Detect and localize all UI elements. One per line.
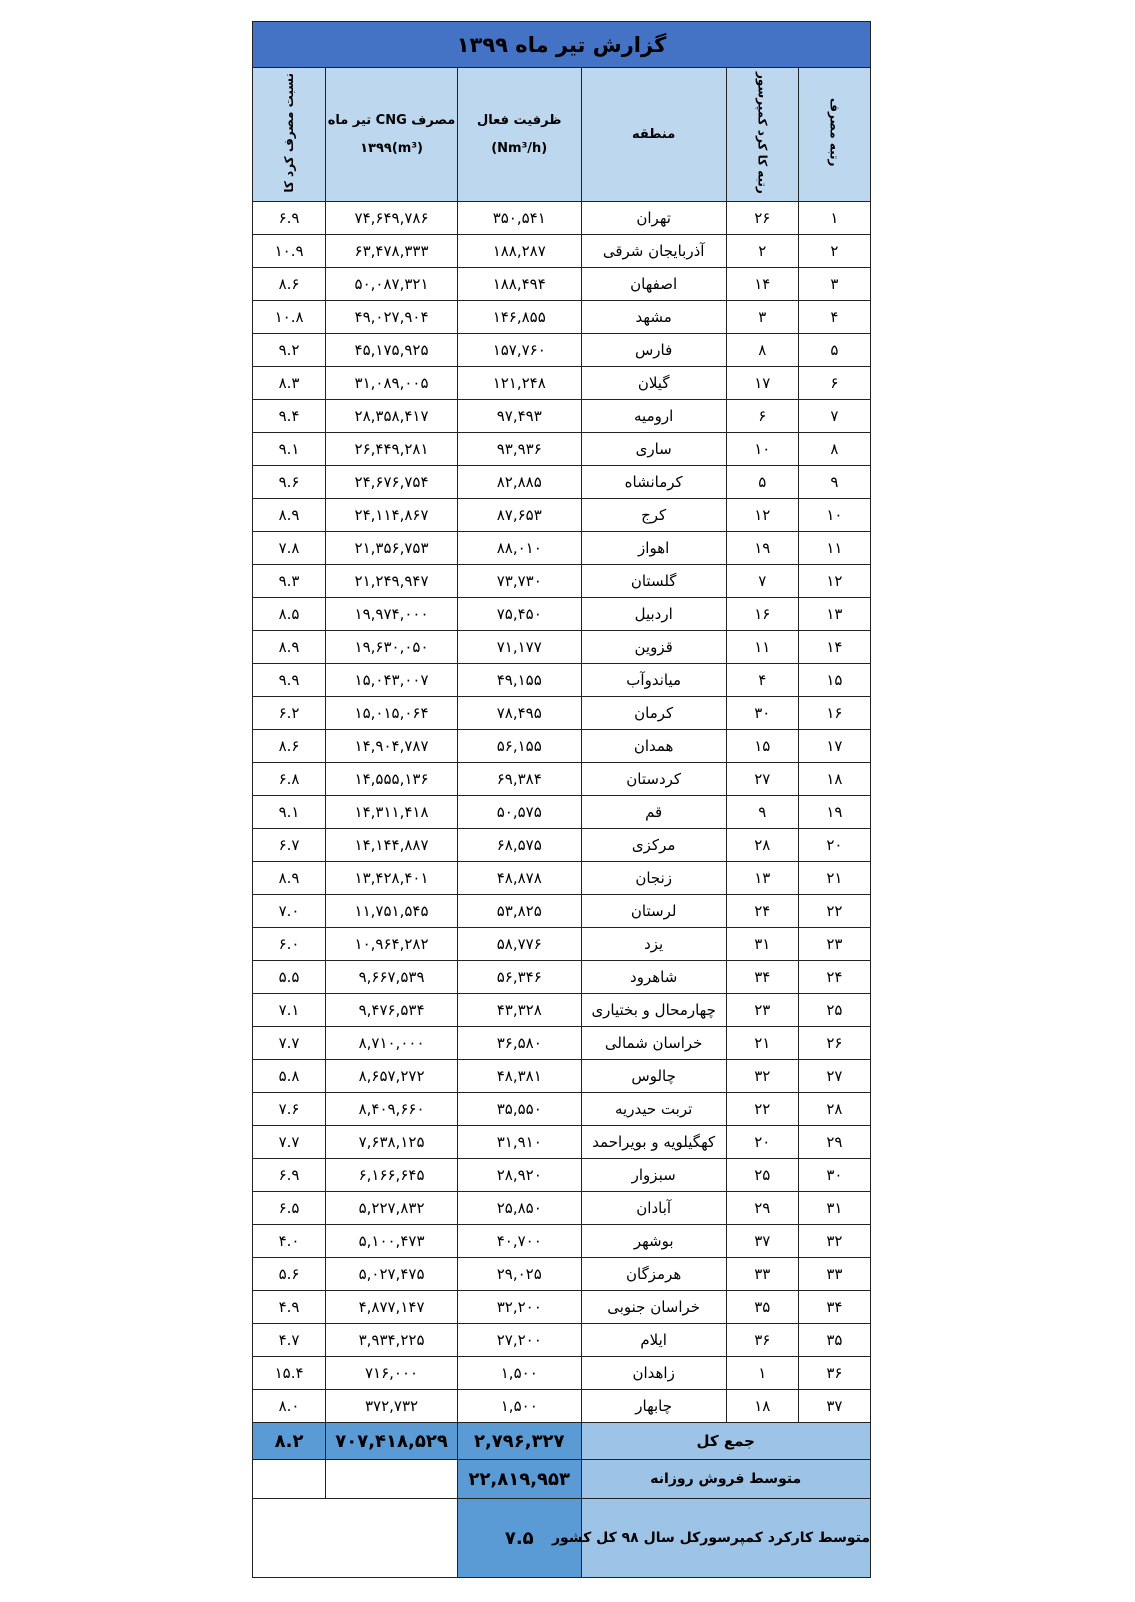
cell-ratio: ۸.۹ xyxy=(253,499,326,532)
cell-capacity: ۴۹,۱۵۵ xyxy=(457,664,581,697)
cell-ratio: ۵.۵ xyxy=(253,961,326,994)
cell-ratio: ۹.۹ xyxy=(253,664,326,697)
cell-consumption-rank: ۹ xyxy=(798,466,870,499)
cell-compressor-rank: ۲۴ xyxy=(726,895,798,928)
cell-consumption-rank: ۱۶ xyxy=(798,697,870,730)
total-ratio: ۸.۲ xyxy=(253,1423,326,1460)
cell-capacity: ۷۵,۴۵۰ xyxy=(457,598,581,631)
cell-consumption-rank: ۴ xyxy=(798,301,870,334)
cell-compressor-rank: ۳۲ xyxy=(726,1060,798,1093)
cell-ratio: ۴.۰ xyxy=(253,1225,326,1258)
cell-region: میاندوآب xyxy=(581,664,726,697)
report-title: گزارش تیر ماه ۱۳۹۹ xyxy=(253,22,871,68)
cell-compressor-rank: ۹ xyxy=(726,796,798,829)
cell-capacity: ۳۵۰,۵۴۱ xyxy=(457,202,581,235)
cell-consumption-rank: ۳۵ xyxy=(798,1324,870,1357)
cell-compressor-rank: ۷ xyxy=(726,565,798,598)
cell-region: سبزوار xyxy=(581,1159,726,1192)
cell-region: تهران xyxy=(581,202,726,235)
table-row xyxy=(253,697,871,730)
total-label: جمع کل xyxy=(581,1423,870,1460)
cell-consumption: ۵,۲۲۷,۸۳۲ xyxy=(326,1192,458,1225)
cell-consumption: ۸,۴۰۹,۶۶۰ xyxy=(326,1093,458,1126)
cell-capacity: ۲۹,۰۲۵ xyxy=(457,1258,581,1291)
cell-compressor-rank: ۲۸ xyxy=(726,829,798,862)
cell-consumption: ۱۳,۴۲۸,۴۰۱ xyxy=(326,862,458,895)
cell-capacity: ۱۸۸,۴۹۴ xyxy=(457,268,581,301)
cell-ratio: ۱۰.۸ xyxy=(253,301,326,334)
cell-region: کرمان xyxy=(581,697,726,730)
cell-capacity: ۴۳,۳۲۸ xyxy=(457,994,581,1027)
cell-region: چابهار xyxy=(581,1390,726,1423)
cell-compressor-rank: ۱۸ xyxy=(726,1390,798,1423)
cell-ratio: ۷.۸ xyxy=(253,532,326,565)
cell-consumption-rank: ۲۱ xyxy=(798,862,870,895)
cell-capacity: ۴۸,۳۸۱ xyxy=(457,1060,581,1093)
cell-consumption-rank: ۲۴ xyxy=(798,961,870,994)
compressor-avg-value: ۷.۵ xyxy=(457,1499,581,1578)
table-body xyxy=(253,202,871,1423)
cell-consumption: ۲۱,۲۴۹,۹۴۷ xyxy=(326,565,458,598)
cell-compressor-rank: ۱۵ xyxy=(726,730,798,763)
cell-ratio: ۸.۶ xyxy=(253,268,326,301)
cell-compressor-rank: ۲۰ xyxy=(726,1126,798,1159)
table-row xyxy=(253,334,871,367)
cell-ratio: ۹.۲ xyxy=(253,334,326,367)
cell-region: کهگیلویه و بویراحمد xyxy=(581,1126,726,1159)
cell-consumption-rank: ۱۵ xyxy=(798,664,870,697)
cell-capacity: ۵۰,۵۷۵ xyxy=(457,796,581,829)
cell-consumption-rank: ۱۱ xyxy=(798,532,870,565)
cell-region: بوشهر xyxy=(581,1225,726,1258)
blank-cell xyxy=(253,1499,458,1578)
cell-capacity: ۵۶,۳۴۶ xyxy=(457,961,581,994)
cell-region: گلستان xyxy=(581,565,726,598)
cell-consumption: ۸,۶۵۷,۲۷۲ xyxy=(326,1060,458,1093)
total-consumption: ۷۰۷,۴۱۸,۵۲۹ xyxy=(326,1423,458,1460)
cell-consumption: ۹,۴۷۶,۵۳۴ xyxy=(326,994,458,1027)
cell-region: مشهد xyxy=(581,301,726,334)
cell-compressor-rank: ۱۹ xyxy=(726,532,798,565)
cell-consumption-rank: ۲۹ xyxy=(798,1126,870,1159)
cell-consumption-rank: ۲۲ xyxy=(798,895,870,928)
cell-region: گیلان xyxy=(581,367,726,400)
cell-region: لرستان xyxy=(581,895,726,928)
cell-ratio: ۷.۱ xyxy=(253,994,326,1027)
cell-ratio: ۹.۶ xyxy=(253,466,326,499)
cell-capacity: ۹۷,۴۹۳ xyxy=(457,400,581,433)
cell-capacity: ۱۸۸,۲۸۷ xyxy=(457,235,581,268)
daily-avg-value: ۲۲,۸۱۹,۹۵۳ xyxy=(457,1460,581,1499)
cell-consumption-rank: ۱۳ xyxy=(798,598,870,631)
cell-region: زنجان xyxy=(581,862,726,895)
cell-consumption-rank: ۱۰ xyxy=(798,499,870,532)
cell-ratio: ۶.۵ xyxy=(253,1192,326,1225)
cell-region: ایلام xyxy=(581,1324,726,1357)
cell-compressor-rank: ۲۹ xyxy=(726,1192,798,1225)
cell-ratio: ۷.۰ xyxy=(253,895,326,928)
cell-consumption-rank: ۳۳ xyxy=(798,1258,870,1291)
cell-capacity: ۸۲,۸۸۵ xyxy=(457,466,581,499)
table-row xyxy=(253,598,871,631)
cell-ratio: ۶.۷ xyxy=(253,829,326,862)
cell-compressor-rank: ۱۳ xyxy=(726,862,798,895)
cell-capacity: ۶۸,۵۷۵ xyxy=(457,829,581,862)
cell-ratio: ۴.۷ xyxy=(253,1324,326,1357)
cell-consumption: ۳,۹۳۴,۲۲۵ xyxy=(326,1324,458,1357)
cell-consumption-rank: ۶ xyxy=(798,367,870,400)
cell-compressor-rank: ۲۶ xyxy=(726,202,798,235)
cell-ratio: ۸.۹ xyxy=(253,862,326,895)
cell-capacity: ۱۴۶,۸۵۵ xyxy=(457,301,581,334)
cell-ratio: ۹.۳ xyxy=(253,565,326,598)
cell-ratio: ۸.۵ xyxy=(253,598,326,631)
cell-consumption: ۷۱۶,۰۰۰ xyxy=(326,1357,458,1390)
cell-consumption-rank: ۲۳ xyxy=(798,928,870,961)
cell-ratio: ۷.۷ xyxy=(253,1126,326,1159)
cell-compressor-rank: ۱ xyxy=(726,1357,798,1390)
cell-consumption-rank: ۲۶ xyxy=(798,1027,870,1060)
cell-capacity: ۳۵,۵۵۰ xyxy=(457,1093,581,1126)
table-row xyxy=(253,1159,871,1192)
cell-compressor-rank: ۳۷ xyxy=(726,1225,798,1258)
cell-region: چالوس xyxy=(581,1060,726,1093)
cell-consumption-rank: ۳ xyxy=(798,268,870,301)
cell-capacity: ۷۳,۷۳۰ xyxy=(457,565,581,598)
cell-consumption: ۵,۱۰۰,۴۷۳ xyxy=(326,1225,458,1258)
cell-region: شاهرود xyxy=(581,961,726,994)
cell-compressor-rank: ۱۰ xyxy=(726,433,798,466)
cell-capacity: ۳۱,۹۱۰ xyxy=(457,1126,581,1159)
cell-consumption: ۶۳,۴۷۸,۳۳۳ xyxy=(326,235,458,268)
cell-consumption-rank: ۷ xyxy=(798,400,870,433)
table-row xyxy=(253,796,871,829)
cell-ratio: ۸.۹ xyxy=(253,631,326,664)
cell-compressor-rank: ۱۶ xyxy=(726,598,798,631)
cell-consumption: ۱۱,۷۵۱,۵۴۵ xyxy=(326,895,458,928)
table-row xyxy=(253,235,871,268)
cell-region: فارس xyxy=(581,334,726,367)
cell-consumption-rank: ۱ xyxy=(798,202,870,235)
cell-region: اهواز xyxy=(581,532,726,565)
cell-capacity: ۲۵,۸۵۰ xyxy=(457,1192,581,1225)
cell-compressor-rank: ۲۷ xyxy=(726,763,798,796)
table-row xyxy=(253,1357,871,1390)
cell-consumption: ۲۸,۳۵۸,۴۱۷ xyxy=(326,400,458,433)
header-capacity: ظرفیت فعال (Nm³/h) xyxy=(457,68,581,202)
table-row xyxy=(253,1126,871,1159)
cell-region: اصفهان xyxy=(581,268,726,301)
cell-compressor-rank: ۳۰ xyxy=(726,697,798,730)
cell-capacity: ۱,۵۰۰ xyxy=(457,1357,581,1390)
cell-region: چهارمحال و بختیاری xyxy=(581,994,726,1027)
cell-consumption: ۱۵,۰۴۳,۰۰۷ xyxy=(326,664,458,697)
cell-ratio: ۵.۸ xyxy=(253,1060,326,1093)
cell-capacity: ۵۳,۸۲۵ xyxy=(457,895,581,928)
table-row xyxy=(253,301,871,334)
cell-region: کرج xyxy=(581,499,726,532)
cell-ratio: ۹.۱ xyxy=(253,433,326,466)
cell-ratio: ۶.۲ xyxy=(253,697,326,730)
cell-compressor-rank: ۳۶ xyxy=(726,1324,798,1357)
cell-capacity: ۹۳,۹۳۶ xyxy=(457,433,581,466)
cell-capacity: ۳۶,۵۸۰ xyxy=(457,1027,581,1060)
cell-consumption: ۴,۸۷۷,۱۴۷ xyxy=(326,1291,458,1324)
table-row xyxy=(253,466,871,499)
table-row xyxy=(253,664,871,697)
cell-compressor-rank: ۲۵ xyxy=(726,1159,798,1192)
blank-cell xyxy=(253,1460,326,1499)
cell-compressor-rank: ۳ xyxy=(726,301,798,334)
cell-capacity: ۳۲,۲۰۰ xyxy=(457,1291,581,1324)
cell-consumption: ۶,۱۶۶,۶۴۵ xyxy=(326,1159,458,1192)
cng-report-table xyxy=(252,21,871,1578)
cell-compressor-rank: ۳۵ xyxy=(726,1291,798,1324)
cell-capacity: ۴۰,۷۰۰ xyxy=(457,1225,581,1258)
cell-region: کرمانشاه xyxy=(581,466,726,499)
cell-capacity: ۸۸,۰۱۰ xyxy=(457,532,581,565)
table-row xyxy=(253,928,871,961)
cell-capacity: ۷۱,۱۷۷ xyxy=(457,631,581,664)
table-row xyxy=(253,994,871,1027)
table-row xyxy=(253,1192,871,1225)
cell-consumption-rank: ۸ xyxy=(798,433,870,466)
cell-ratio: ۷.۶ xyxy=(253,1093,326,1126)
cell-consumption: ۱۹,۹۷۴,۰۰۰ xyxy=(326,598,458,631)
cell-consumption-rank: ۳۷ xyxy=(798,1390,870,1423)
table-row xyxy=(253,1060,871,1093)
cell-consumption-rank: ۵ xyxy=(798,334,870,367)
table-row xyxy=(253,1027,871,1060)
cell-consumption: ۴۵,۱۷۵,۹۲۵ xyxy=(326,334,458,367)
cell-ratio: ۱۵.۴ xyxy=(253,1357,326,1390)
compressor-avg-label: متوسط کارکرد کمپرسورکل سال ۹۸ کل کشور xyxy=(581,1499,870,1578)
cell-consumption: ۱۴,۵۵۵,۱۳۶ xyxy=(326,763,458,796)
cell-region: زاهدان xyxy=(581,1357,726,1390)
cell-capacity: ۵۸,۷۷۶ xyxy=(457,928,581,961)
cell-consumption: ۱۹,۶۳۰,۰۵۰ xyxy=(326,631,458,664)
cell-consumption-rank: ۲۵ xyxy=(798,994,870,1027)
cell-consumption: ۱۴,۳۱۱,۴۱۸ xyxy=(326,796,458,829)
compressor-avg-row xyxy=(253,1499,871,1578)
cell-consumption-rank: ۲ xyxy=(798,235,870,268)
cell-region: خراسان جنوبی xyxy=(581,1291,726,1324)
cell-compressor-rank: ۱۷ xyxy=(726,367,798,400)
cell-capacity: ۲۸,۹۲۰ xyxy=(457,1159,581,1192)
cell-ratio: ۵.۶ xyxy=(253,1258,326,1291)
cell-region: قم xyxy=(581,796,726,829)
table-row xyxy=(253,829,871,862)
table-row xyxy=(253,730,871,763)
cell-capacity: ۴۸,۸۷۸ xyxy=(457,862,581,895)
cell-ratio: ۷.۷ xyxy=(253,1027,326,1060)
cell-compressor-rank: ۱۱ xyxy=(726,631,798,664)
cell-capacity: ۲۷,۲۰۰ xyxy=(457,1324,581,1357)
cell-region: هرمزگان xyxy=(581,1258,726,1291)
cell-consumption: ۴۹,۰۲۷,۹۰۴ xyxy=(326,301,458,334)
table-row xyxy=(253,631,871,664)
cell-consumption: ۵,۰۲۷,۴۷۵ xyxy=(326,1258,458,1291)
cell-compressor-rank: ۲۲ xyxy=(726,1093,798,1126)
cell-consumption-rank: ۳۴ xyxy=(798,1291,870,1324)
total-capacity: ۲,۷۹۶,۳۲۷ xyxy=(457,1423,581,1460)
cell-consumption-rank: ۱۷ xyxy=(798,730,870,763)
cell-consumption: ۲۶,۴۴۹,۲۸۱ xyxy=(326,433,458,466)
cell-region: اردبیل xyxy=(581,598,726,631)
cell-capacity: ۷۸,۴۹۵ xyxy=(457,697,581,730)
cell-consumption: ۳۱,۰۸۹,۰۰۵ xyxy=(326,367,458,400)
cell-capacity: ۵۶,۱۵۵ xyxy=(457,730,581,763)
cell-compressor-rank: ۲ xyxy=(726,235,798,268)
cell-consumption: ۳۷۲,۷۳۲ xyxy=(326,1390,458,1423)
table-row xyxy=(253,202,871,235)
cell-compressor-rank: ۵ xyxy=(726,466,798,499)
cell-consumption: ۲۴,۱۱۴,۸۶۷ xyxy=(326,499,458,532)
table-row xyxy=(253,763,871,796)
cell-region: ساری xyxy=(581,433,726,466)
cell-consumption: ۱۰,۹۶۴,۲۸۲ xyxy=(326,928,458,961)
cell-consumption-rank: ۲۷ xyxy=(798,1060,870,1093)
cell-consumption: ۹,۶۶۷,۵۳۹ xyxy=(326,961,458,994)
cell-consumption: ۷,۶۳۸,۱۲۵ xyxy=(326,1126,458,1159)
cell-compressor-rank: ۶ xyxy=(726,400,798,433)
cell-region: ارومیه xyxy=(581,400,726,433)
cell-consumption-rank: ۳۱ xyxy=(798,1192,870,1225)
cell-consumption: ۱۴,۹۰۴,۷۸۷ xyxy=(326,730,458,763)
cell-consumption: ۲۱,۳۵۶,۷۵۳ xyxy=(326,532,458,565)
cell-consumption-rank: ۱۴ xyxy=(798,631,870,664)
table-row xyxy=(253,532,871,565)
table-row xyxy=(253,367,871,400)
cell-ratio: ۸.۶ xyxy=(253,730,326,763)
cell-ratio: ۶.۰ xyxy=(253,928,326,961)
cell-consumption: ۱۴,۱۴۴,۸۸۷ xyxy=(326,829,458,862)
table-row xyxy=(253,565,871,598)
cell-region: خراسان شمالی xyxy=(581,1027,726,1060)
cell-ratio: ۸.۳ xyxy=(253,367,326,400)
table-row xyxy=(253,1324,871,1357)
cell-capacity: ۸۷,۶۵۳ xyxy=(457,499,581,532)
cell-consumption: ۲۴,۶۷۶,۷۵۴ xyxy=(326,466,458,499)
header-consumption-rank: رتبه مصرف xyxy=(798,68,870,202)
table-row xyxy=(253,862,871,895)
cell-consumption-rank: ۳۶ xyxy=(798,1357,870,1390)
cell-consumption-rank: ۲۸ xyxy=(798,1093,870,1126)
table-row xyxy=(253,400,871,433)
cell-region: آذربایجان شرقی xyxy=(581,235,726,268)
table-row xyxy=(253,433,871,466)
cell-capacity: ۶۹,۳۸۴ xyxy=(457,763,581,796)
cell-capacity: ۱,۵۰۰ xyxy=(457,1390,581,1423)
table-row xyxy=(253,895,871,928)
cell-compressor-rank: ۲۱ xyxy=(726,1027,798,1060)
table-row xyxy=(253,1258,871,1291)
cell-consumption: ۷۴,۶۴۹,۷۸۶ xyxy=(326,202,458,235)
cell-region: کردستان xyxy=(581,763,726,796)
cell-consumption-rank: ۳۲ xyxy=(798,1225,870,1258)
total-row xyxy=(253,1423,871,1460)
cell-region: همدان xyxy=(581,730,726,763)
cell-consumption-rank: ۱۹ xyxy=(798,796,870,829)
cell-compressor-rank: ۳۳ xyxy=(726,1258,798,1291)
table-row xyxy=(253,1225,871,1258)
blank-cell xyxy=(326,1460,458,1499)
header-region: منطقه xyxy=(581,68,726,202)
cell-ratio: ۸.۰ xyxy=(253,1390,326,1423)
header-consumption: مصرف CNG تیر ماه (m³)۱۳۹۹ xyxy=(326,68,458,202)
cell-consumption-rank: ۱۲ xyxy=(798,565,870,598)
cell-region: تربت حیدریه xyxy=(581,1093,726,1126)
table-row xyxy=(253,1093,871,1126)
cell-compressor-rank: ۱۴ xyxy=(726,268,798,301)
cell-region: مرکزی xyxy=(581,829,726,862)
cell-compressor-rank: ۴ xyxy=(726,664,798,697)
daily-avg-label: متوسط فروش روزانه xyxy=(581,1460,870,1499)
cell-ratio: ۹.۱ xyxy=(253,796,326,829)
table-row xyxy=(253,961,871,994)
cell-capacity: ۱۲۱,۲۴۸ xyxy=(457,367,581,400)
table-row xyxy=(253,499,871,532)
header-compressor-rank: رتبه کا کرد کمپرسور xyxy=(726,68,798,202)
cell-compressor-rank: ۸ xyxy=(726,334,798,367)
cell-compressor-rank: ۳۴ xyxy=(726,961,798,994)
cell-compressor-rank: ۳۱ xyxy=(726,928,798,961)
cell-consumption: ۱۵,۰۱۵,۰۶۴ xyxy=(326,697,458,730)
cell-ratio: ۶.۸ xyxy=(253,763,326,796)
cell-consumption: ۸,۷۱۰,۰۰۰ xyxy=(326,1027,458,1060)
cell-ratio: ۹.۴ xyxy=(253,400,326,433)
cell-compressor-rank: ۱۲ xyxy=(726,499,798,532)
cell-consumption-rank: ۳۰ xyxy=(798,1159,870,1192)
cell-region: یزد xyxy=(581,928,726,961)
cell-compressor-rank: ۲۳ xyxy=(726,994,798,1027)
daily-avg-row xyxy=(253,1460,871,1499)
table-row xyxy=(253,268,871,301)
cell-ratio: ۶.۹ xyxy=(253,1159,326,1192)
table-row xyxy=(253,1291,871,1324)
cell-consumption-rank: ۲۰ xyxy=(798,829,870,862)
header-ratio: نسبت مصرف کرد کا xyxy=(253,68,326,202)
cell-ratio: ۶.۹ xyxy=(253,202,326,235)
table-row xyxy=(253,1390,871,1423)
cell-ratio: ۱۰.۹ xyxy=(253,235,326,268)
cell-consumption-rank: ۱۸ xyxy=(798,763,870,796)
cell-region: آبادان xyxy=(581,1192,726,1225)
cell-consumption: ۵۰,۰۸۷,۳۲۱ xyxy=(326,268,458,301)
cell-capacity: ۱۵۷,۷۶۰ xyxy=(457,334,581,367)
cell-region: قزوین xyxy=(581,631,726,664)
cell-ratio: ۴.۹ xyxy=(253,1291,326,1324)
